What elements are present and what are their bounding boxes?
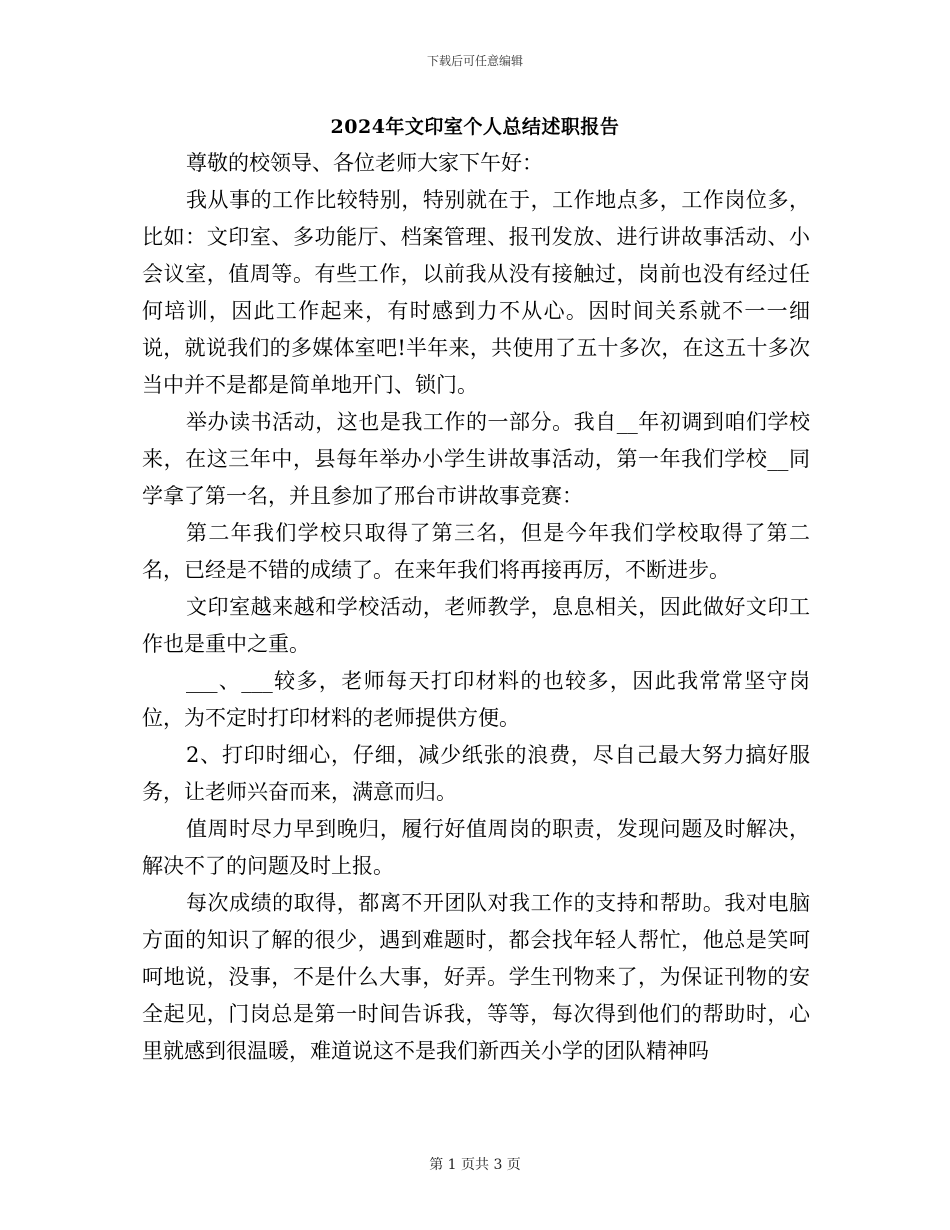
page-indicator: 第 1 页共 3 页: [429, 1157, 521, 1173]
paragraph-reading-activity: 举办读书活动，这也是我工作的一部分。我自__年初调到咱们学校来，在这三年中，县每年举办小学生讲故事活动，第一年我们学校__同学拿了第一名，并且参加了邢台市讲故事竞赛：: [142, 410, 810, 508]
paragraph-team-support: 每次成绩的取得，都离不开团队对我工作的支持和帮助。我对电脑方面的知识了解的很少，遇到难题时，都会找年轻人帮忙，他总是笑呵呵地说，没事，不是什么大事，好弄。学生刊物来了，为保证刊物的安全起见，门岗总是第一时间告诉我，等等，每次得到他们的帮助时，心里就感到很温暖，难道说这不是我们新西关小学的团队精神吗: [142, 891, 810, 1063]
paragraph-greeting: 尊敬的校领导、各位老师大家下午好：: [186, 151, 543, 175]
document-title: 2024年文印室个人总结述职报告: [330, 116, 620, 138]
paragraph-printing-care: 2、打印时细心，仔细，减少纸张的浪费，尽自己最大努力搞好服务，让老师兴奋而来，满意而归。: [142, 743, 810, 804]
paragraph-print-room: 文印室越来越和学校活动，老师教学，息息相关，因此做好文印工作也是重中之重。: [142, 595, 810, 656]
paragraph-competition-results: 第二年我们学校只取得了第三名，但是今年我们学校取得了第二名，已经是不错的成绩了。在来年我们将再接再厉，不断进步。: [142, 521, 810, 582]
document-body: [142, 145, 810, 1070]
header-note: 下载后可任意编辑: [426, 54, 523, 68]
paragraph-duty-post: ___、___较多，老师每天打印材料的也较多，因此我常常坚守岗位，为不定时打印材料的老师提供方便。: [142, 669, 810, 730]
paragraph-weekly-duty: 值周时尽力早到晚归，履行好值周岗的职责，发现问题及时解决，解决不了的问题及时上报。: [142, 817, 810, 878]
paragraph-work-overview: 我从事的工作比较特别，特别就在于，工作地点多，工作岗位多，比如：文印室、多功能厅、档案管理、报刊发放、进行讲故事活动、小会议室，值周等。有些工作，以前我从没有接触过，岗前也没有经过任何培训，因此工作起来，有时感到力不从心。因时间关系就不一一细说，就说我们的多媒体室吧!半年来，共使用了五十多次，在这五十多次当中并不是都是简单地开门、锁门。: [142, 188, 810, 397]
